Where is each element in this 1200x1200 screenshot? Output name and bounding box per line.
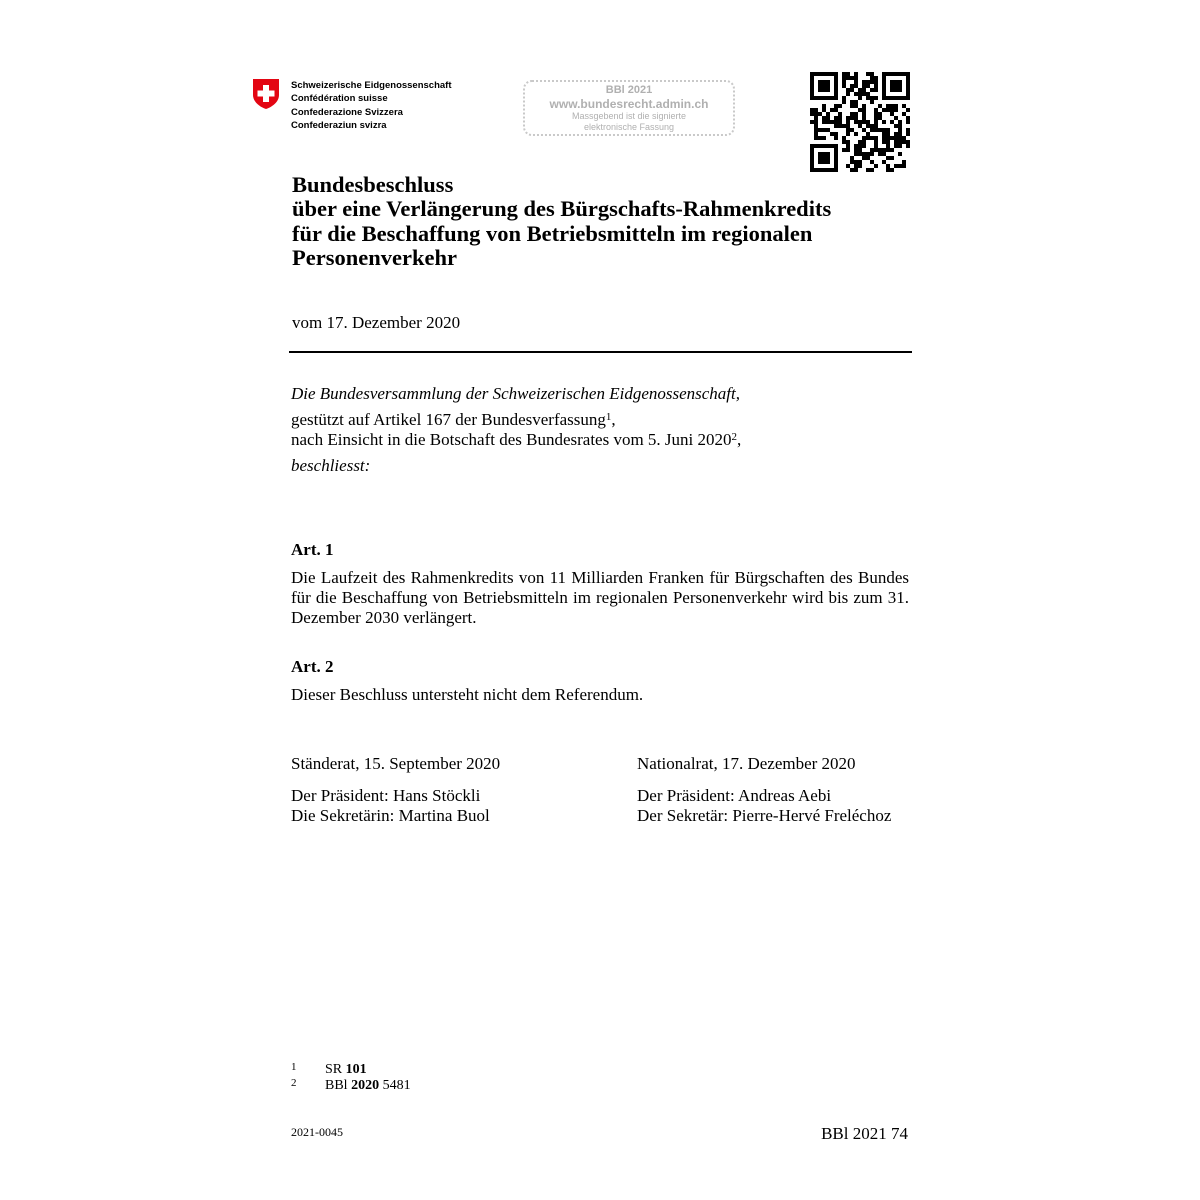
footnote-1-prefix: SR: [325, 1062, 346, 1077]
article-1-heading: Art. 1: [291, 540, 334, 559]
footnote-ref-1[interactable]: 1: [605, 411, 612, 423]
preamble-basis-end: ,: [611, 410, 616, 429]
confederation-name-it: Confederazione Svizzera: [291, 106, 403, 118]
council-of-states-date: Ständerat, 15. September 2020: [291, 754, 501, 773]
preamble-basis: [291, 410, 616, 430]
footnote-1-text: [325, 1062, 367, 1078]
title-line-1: Bundesbeschluss: [292, 172, 454, 197]
council-of-states-secretary: Die Sekretärin: Martina Buol: [291, 806, 490, 825]
footnote-1-number: 1: [291, 1061, 297, 1073]
document-number: 2021-0045: [291, 1125, 343, 1139]
confederation-name-de: Schweizerische Eidgenossenschaft: [291, 80, 452, 91]
footnote-2-bold: 2020: [351, 1078, 380, 1093]
footnote-2-suffix: 5481: [379, 1078, 411, 1093]
confederation-name-rm: Confederaziun svizra: [291, 119, 387, 131]
article-2-text: Dieser Beschluss untersteht nicht dem Referendum.: [291, 685, 644, 704]
national-council-president: Der Präsident: Andreas Aebi: [637, 786, 832, 805]
stamp-note-1: Massgebend ist die signierte: [571, 111, 687, 121]
qr-code-icon: [810, 72, 910, 172]
gazette-page-reference: BBl 2021 74: [821, 1124, 908, 1143]
national-council-signatories: [637, 786, 891, 826]
title-line-4: Personenverkehr: [292, 244, 457, 270]
confederation-name-fr: Confédération suisse: [291, 93, 388, 105]
publication-stamp: [523, 80, 735, 136]
council-of-states-president: Der Präsident: Hans Stöckli: [291, 786, 481, 805]
confederation-names: [291, 79, 452, 132]
footnote-2-prefix: BBl: [325, 1078, 352, 1093]
footnote-ref-2[interactable]: 2: [731, 431, 738, 443]
article-2-heading: Art. 2: [291, 657, 334, 676]
footnote-2-text: [325, 1078, 411, 1094]
decision-date: vom 17. Dezember 2020: [292, 313, 461, 332]
preamble-message-text: nach Einsicht in die Botschaft des Bundesrates vom 5. Juni 2020: [291, 430, 732, 449]
preamble-message: [291, 430, 741, 450]
council-of-states-signatories: [291, 786, 490, 826]
divider: [289, 351, 912, 353]
swiss-cross-icon: [252, 78, 280, 110]
preamble-assembly: Die Bundesversammlung der Schweizerischen Eidgenossenschaft,: [291, 384, 740, 403]
title-line-2: über eine Verlängerung des Bürgschafts-Rahmenkredits: [292, 196, 832, 222]
national-council-secretary: Der Sekretär: Pierre-Hervé Freléchoz: [637, 806, 892, 825]
stamp-url: www.bundesrecht.admin.ch: [549, 97, 709, 111]
national-council-date: Nationalrat, 17. Dezember 2020: [637, 754, 856, 773]
preamble-message-end: ,: [737, 430, 742, 449]
preamble-basis-text: gestützt auf Artikel 167 der Bundesverfassung: [291, 410, 606, 429]
footnote-1-bold: 101: [345, 1062, 367, 1077]
footnote-2-number: 2: [291, 1077, 297, 1089]
title-line-3: für die Beschaffung von Betriebsmitteln im regionalen: [292, 220, 813, 246]
article-1-text: Die Laufzeit des Rahmenkredits von 11 Milliarden Franken für Bürgschaften des Bundes für die Beschaffung von Betriebsmitteln im regionalen Personenverkehr wird bis zum 31. Dezember 2030 verlängert.: [291, 568, 909, 627]
document-title: [292, 173, 932, 270]
preamble-decides: beschliesst:: [291, 456, 371, 475]
stamp-gazette: BBl 2021: [605, 84, 653, 96]
stamp-note-2: elektronische Fassung: [583, 122, 675, 132]
